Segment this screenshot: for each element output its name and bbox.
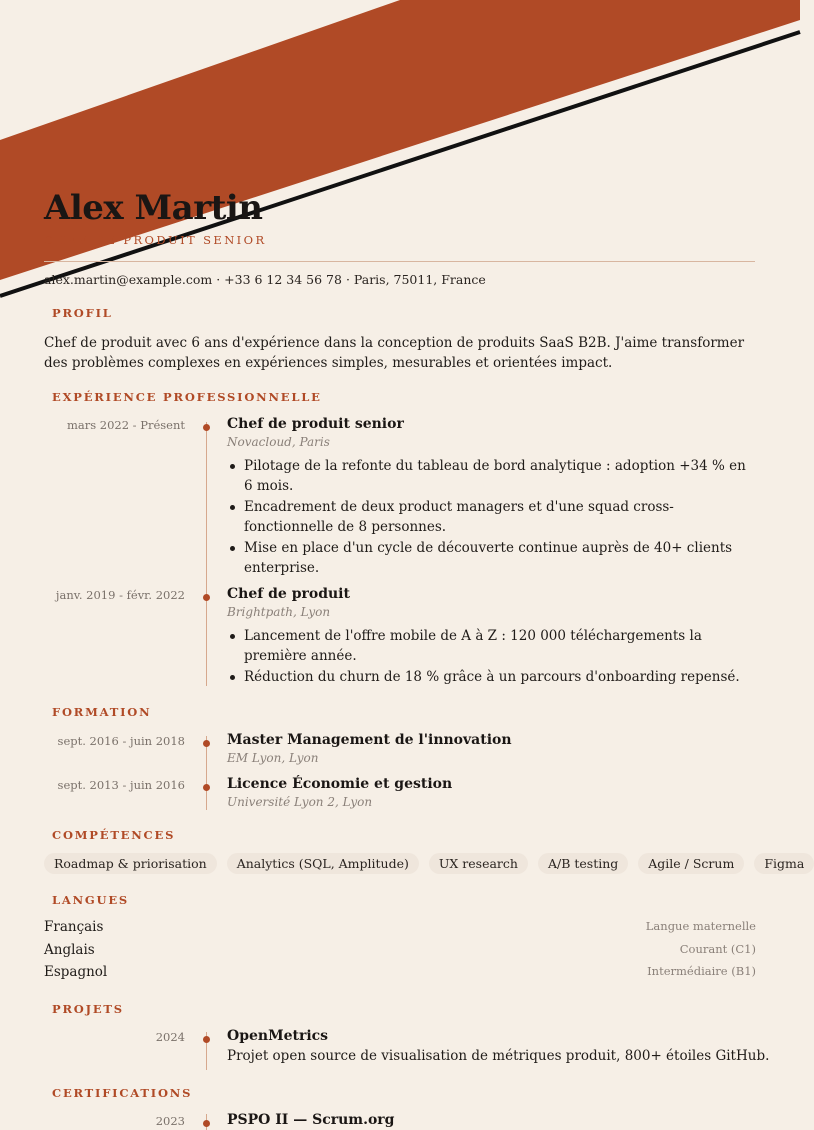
language-name: Français: [44, 919, 104, 935]
language-level: Courant (C1): [679, 942, 756, 956]
entry-title: Chef de produit: [227, 586, 350, 602]
entry-bullets: [227, 456, 752, 579]
entry-title: Chef de produit senior: [227, 416, 404, 432]
skill-chip: Figma: [754, 853, 814, 874]
skill-chip: A/B testing: [538, 853, 628, 874]
language-level: Intermédiaire (B1): [647, 964, 756, 978]
language-level: Langue maternelle: [645, 919, 756, 933]
bullet-item: Pilotage de la refonte du tableau de bord analytique : adoption +34 % en 6 mois.: [227, 456, 752, 496]
bullet-item: Mise en place d'un cycle de découverte continue auprès de 40+ clients enterprise.: [227, 538, 752, 578]
section-heading-certifications: CERTIFICATIONS: [52, 1086, 193, 1100]
bullet-item: Lancement de l'offre mobile de A à Z : 120 000 téléchargements la première année.: [227, 626, 752, 666]
section-heading-skills: COMPÉTENCES: [52, 828, 176, 842]
contact-line: alex.martin@example.com · +33 6 12 34 56 78 · Paris, 75011, France: [44, 272, 486, 287]
entry-title: OpenMetrics: [227, 1028, 329, 1044]
entry-organization: Novacloud, Paris: [227, 435, 330, 449]
skill-chip: UX research: [429, 853, 528, 874]
entry-organization: Université Lyon 2, Lyon: [227, 795, 373, 809]
timeline-dot: [203, 740, 210, 747]
section-heading-languages: LANGUES: [52, 893, 130, 907]
section-heading-profile: PROFIL: [52, 306, 113, 320]
experience-timeline-line: [206, 422, 207, 686]
profile-text: Chef de produit avec 6 ans d'expérience dans la conception de produits SaaS B2B. J'aime transformer des problèmes complexes en expériences simples, mesurables et orientées impact.: [44, 335, 745, 371]
entry-title: Licence Économie et gestion: [227, 776, 453, 792]
entry-organization: EM Lyon, Lyon: [227, 751, 319, 765]
language-name: Anglais: [44, 942, 95, 958]
section-heading-education: FORMATION: [52, 705, 152, 719]
entry-bullets: [227, 626, 752, 688]
section-heading-experience: EXPÉRIENCE PROFESSIONNELLE: [52, 390, 322, 404]
skills-list: [44, 853, 814, 874]
entry-date: 2023: [155, 1114, 185, 1128]
language-name: Espagnol: [44, 964, 108, 980]
candidate-name: Alex Martin: [44, 188, 263, 228]
skill-chip: Analytics (SQL, Amplitude): [227, 853, 419, 874]
skill-chip: Agile / Scrum: [638, 853, 744, 874]
entry-organization: Brightpath, Lyon: [227, 605, 331, 619]
entry-date: 2024: [155, 1030, 185, 1044]
bullet-item: Réduction du churn de 18 % grâce à un parcours d'onboarding repensé.: [227, 667, 752, 687]
entry-date: janv. 2019 - févr. 2022: [55, 588, 185, 602]
entry-date: sept. 2016 - juin 2018: [57, 734, 185, 748]
header-divider: [44, 261, 755, 262]
timeline-dot: [203, 1120, 210, 1127]
entry-title: Master Management de l'innovation: [227, 732, 512, 748]
timeline-dot: [203, 594, 210, 601]
entry-date: sept. 2013 - juin 2016: [57, 778, 185, 792]
timeline-dot: [203, 1036, 210, 1043]
section-heading-projects: PROJETS: [52, 1002, 124, 1016]
entry-date: mars 2022 - Présent: [66, 418, 185, 432]
timeline-dot: [203, 424, 210, 431]
skill-chip: Roadmap & priorisation: [44, 853, 217, 874]
bullet-item: Encadrement de deux product managers et d'une squad cross-fonctionnelle de 8 personnes.: [227, 497, 752, 537]
education-timeline-line: [206, 736, 207, 810]
candidate-role: CHEF DE PRODUIT SENIOR: [44, 233, 267, 247]
entry-title: PSPO II — Scrum.org: [227, 1112, 395, 1128]
timeline-dot: [203, 784, 210, 791]
entry-description: Projet open source de visualisation de métriques produit, 800+ étoiles GitHub.: [227, 1048, 770, 1064]
